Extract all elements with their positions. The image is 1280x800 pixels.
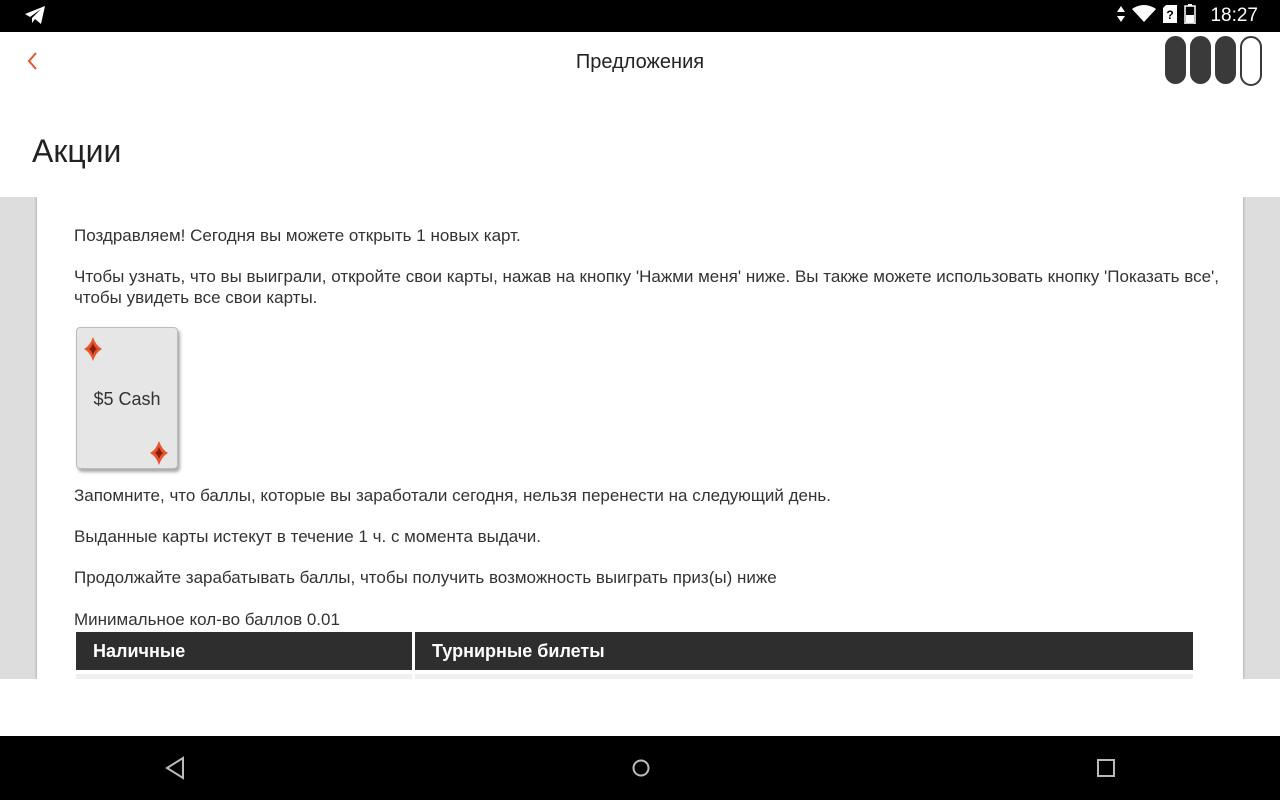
congrats-text: Поздравляем! Сегодня вы можете открыть 1 новых карт. — [74, 226, 521, 245]
instructions-text-line2: чтобы увидеть все свои карты. — [74, 288, 318, 307]
nav-home-icon[interactable] — [630, 756, 652, 785]
remember-text: Запомните, что баллы, которые вы заработали сегодня, нельзя перенести на следующий день. — [74, 486, 831, 505]
table-cell — [415, 674, 1193, 679]
pill-shape — [1215, 36, 1236, 84]
min-points-text: Минимальное кол-во баллов 0.01 — [74, 610, 340, 629]
status-bar — [0, 0, 1280, 32]
status-time: 18:27 — [1210, 5, 1258, 26]
app-header — [0, 32, 1280, 94]
diamond-icon — [83, 336, 103, 367]
instructions-text-line1: Чтобы узнать, что вы выиграли, откройте свои карты, нажав на кнопку 'Нажми меня' ниже. Вы также можете использовать кнопку 'Показать все', — [74, 267, 1220, 286]
expire-text: Выданные карты истекут в течение 1 ч. с момента выдачи. — [74, 527, 541, 546]
column-header-cash: Наличные — [76, 632, 412, 670]
pill-shape — [1190, 36, 1211, 84]
data-arrows-icon — [1116, 5, 1126, 28]
table-header-row — [76, 632, 1193, 670]
keep-earning-text: Продолжайте зарабатывать баллы, чтобы получить возможность выиграть приз(ы) ниже — [74, 568, 777, 587]
nav-back-icon[interactable] — [164, 756, 186, 785]
card-label: $5 Cash — [93, 389, 161, 409]
column-header-tickets: Турнирные билеты — [415, 632, 1193, 670]
nav-recents-icon[interactable] — [1095, 756, 1117, 785]
content-area[interactable] — [0, 197, 1280, 679]
pill-shape — [1165, 36, 1186, 84]
table-row — [76, 674, 1193, 679]
svg-text:?: ? — [1166, 7, 1175, 22]
header-title: Предложения — [575, 51, 705, 73]
navigation-bar — [0, 736, 1280, 800]
status-icons — [1116, 0, 1258, 32]
diamond-icon — [149, 440, 169, 471]
prize-table — [76, 632, 1193, 679]
page-heading: Акции — [32, 133, 122, 169]
telegram-icon — [24, 5, 46, 30]
battery-icon — [1184, 4, 1196, 29]
pill-shape-outline — [1240, 36, 1262, 86]
overlay-pills — [1165, 36, 1262, 86]
sim-unknown-icon — [1162, 4, 1178, 29]
table-cell — [76, 674, 412, 679]
prize-card[interactable] — [76, 327, 178, 469]
promo-panel — [37, 197, 1243, 679]
wifi-icon — [1132, 5, 1156, 28]
